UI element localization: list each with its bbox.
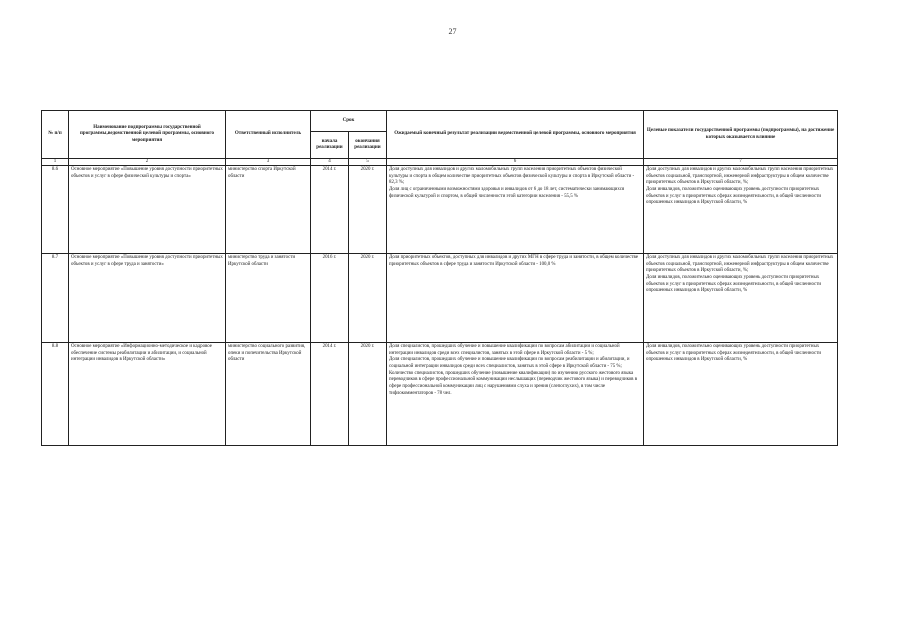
row-number: 8.8 [42, 343, 69, 446]
row-number: 8.6 [42, 166, 69, 254]
header-name: Наименование подпрограммы государственной программы,ведомственной целевой программы, основного мероприятия [69, 111, 226, 159]
column-number: 2 [69, 159, 226, 166]
program-activities-table [41, 110, 838, 446]
column-number-row [42, 159, 838, 166]
header-term-start: начала реализации [311, 132, 349, 159]
column-number: 5 [349, 159, 387, 166]
header-executor: Ответственный исполнитель [226, 111, 311, 159]
expected-result [387, 254, 644, 343]
result-line: Доля специалистов, прошедших обучение и повышение квалификации по вопросам реабилитации и абилитации, и социальной интеграции инвалидов среди всех специалистов, занятых в этой сфере в Иркутской области - 75 %; [389, 357, 630, 370]
column-number: 3 [226, 159, 311, 166]
result-line: Доля лиц с ограниченными возможностями здоровья и инвалидов от 6 до 18 лет, систематически занимающихся физической культурой и спортом, в общей численности этой категории населения - 55,5 % [389, 187, 625, 199]
activity-name: Основное мероприятие «Повышение уровня доступности приоритетных объектов и услуг в сфере физической культуры и спорта» [69, 166, 226, 254]
result-line: Доля доступных для инвалидов и других маломобильных групп населения приоритетных объектов физической культуры и спорта в общем количестве приоритетных объектов физической культуры и спорта в Иркутской области - 82,3 %; [389, 167, 635, 186]
column-number: 7 [644, 159, 838, 166]
header-indicators: Целевые показатели государственной программы (подпрограммы), на достижение которых оказывается влияние [644, 111, 838, 159]
column-number: 4 [311, 159, 349, 166]
target-indicators [644, 343, 838, 446]
target-indicators [644, 166, 838, 254]
table-row [42, 343, 838, 446]
target-indicators [644, 254, 838, 343]
table-row [42, 254, 838, 343]
activity-name: Основное мероприятие «Информационно-методическое и кадровое обеспечение системы реабилитации и абилитации, и социальной интеграции инвалидов в Иркутской области» [69, 343, 226, 446]
row-number: 8.7 [42, 254, 69, 343]
term-start: 2014 г. [311, 343, 349, 446]
column-number: 6 [387, 159, 644, 166]
page-number: 27 [448, 27, 457, 36]
table-row [42, 166, 838, 254]
column-number: 1 [42, 159, 69, 166]
indicator-line: Доля инвалидов, положительно оценивающих уровень доступности приоритетных объектов и услуг в приоритетных сферах жизнедеятельности, в общей численности опрошенных инвалидов в Иркутской области, % [646, 275, 821, 294]
indicator-line: Доля доступных для инвалидов и других маломобильных групп населения приоритетных объектов социальной, транспортной, инженерной инфраструктуры в общем количестве приоритетных объектов в Иркутской области, %; [646, 255, 834, 274]
result-line: Доля приоритетных объектов, доступных для инвалидов и других МГН в сфере труда и занятости, в общем количестве приоритетных объектов в сфере труда и занятости Иркутской области - 100,0 % [389, 255, 639, 267]
term-start: 2014 г. [311, 166, 349, 254]
expected-result [387, 343, 644, 446]
header-term-end: окончания реализации [349, 132, 387, 159]
header-term: Срок [311, 111, 387, 132]
responsible-executor: министерство спорта Иркутской области [226, 166, 311, 254]
responsible-executor: министерство труда и занятости Иркутской области [226, 254, 311, 343]
activity-name: Основное мероприятие «Повышение уровня доступности приоритетных объектов и услуг в сфере труда и занятости» [69, 254, 226, 343]
term-end: 2020 г. [349, 166, 387, 254]
term-end: 2020 г. [349, 343, 387, 446]
expected-result [387, 166, 644, 254]
indicator-line: Доля инвалидов, положительно оценивающих уровень доступности приоритетных объектов и услуг в приоритетных сферах жизнедеятельности, в общей численности опрошенных инвалидов в Иркутской области, % [646, 344, 821, 363]
table-header-row [42, 111, 838, 132]
term-end: 2020 г. [349, 254, 387, 343]
result-line: Количество специалистов, прошедших обучение (повышение квалификации) по изучению русского жестового языка переводчиков в сфере профессиональной коммуникации неслышащих (переводчик жестового языка) и переводчиков в сфере профессиональной коммуникации лиц с нарушениями слуха и зрения (слепоглухих), в том числе тифлокомментаторов - 78 чел. [389, 370, 638, 396]
term-start: 2016 г. [311, 254, 349, 343]
responsible-executor: министерство социального развития, опеки и попечительства Иркутской области [226, 343, 311, 446]
result-line: Доля специалистов, прошедших обучение и повышение квалификации по вопросам абилитации и социальной интеграции инвалидов среди всех специалистов, занятых в этой сфере в Иркутской области - 5 %; [389, 344, 620, 356]
indicator-line: Доля инвалидов, положительно оценивающих уровень доступности приоритетных объектов и услуг в приоритетных сферах жизнедеятельности, в общей численности опрошенных инвалидов в Иркутской области, % [646, 187, 821, 206]
indicator-line: Доля доступных для инвалидов и других маломобильных групп населения приоритетных объектов социальной, транспортной, инженерной инфраструктуры в общем количестве приоритетных объектов в Иркутской области, %; [646, 167, 834, 186]
header-num: № п/п [42, 111, 69, 159]
header-result: Ожидаемый конечный результат реализации ведомственной целевой программы, основного мероприятия [387, 111, 644, 159]
